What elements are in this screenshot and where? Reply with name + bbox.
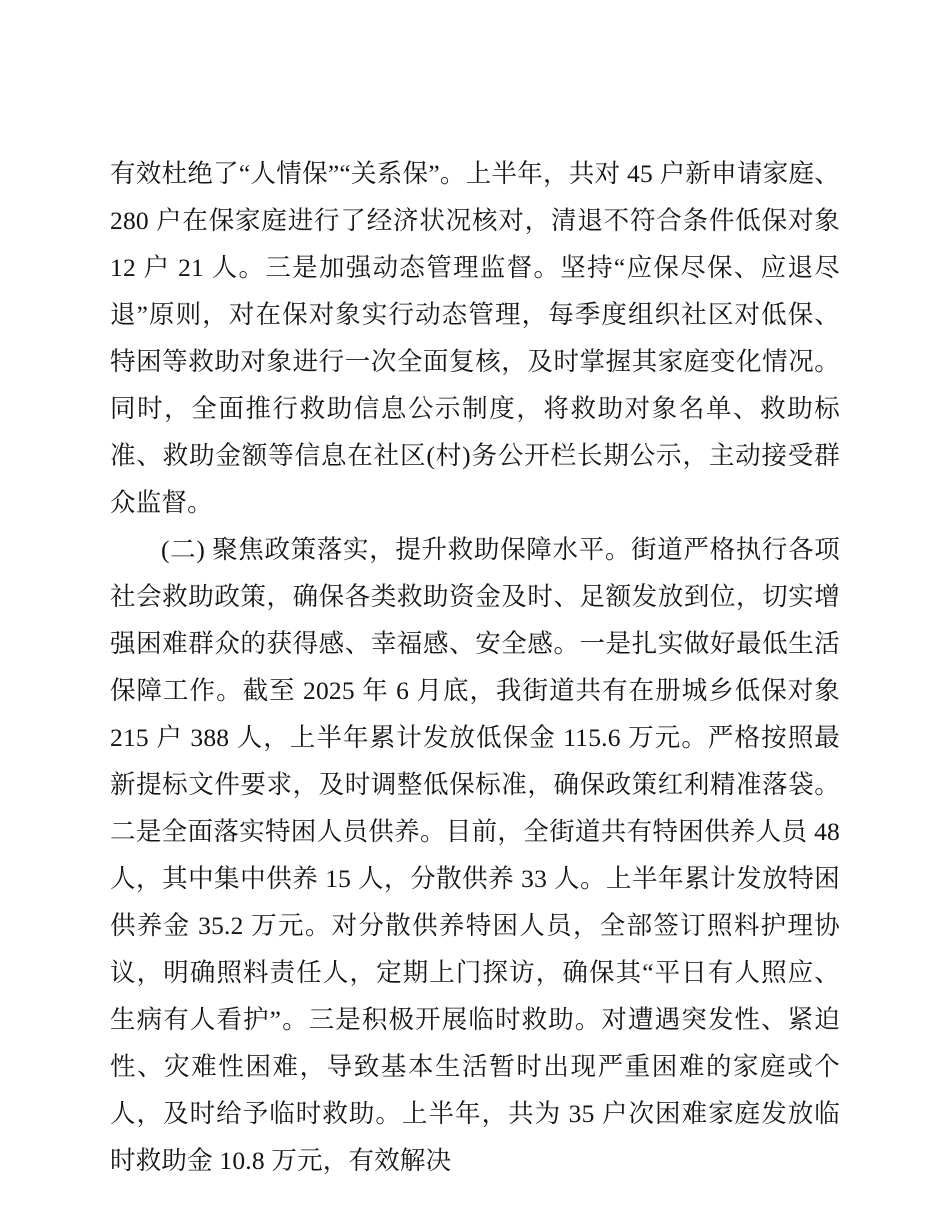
document-body (110, 150, 840, 1184)
paragraph-1: 有效杜绝了“人情保”“关系保”。上半年，共对 45 户新申请家庭、280 户在保家庭进行了经济状况核对，清退不符合条件低保对象 12 户 21 人。三是加强动态管理监督。坚持“应保尽保、应退尽退”原则，对在保对象实行动态管理，每季度组织社区对低保、特困等救助对象进行一次全面复核，及时掌握其家庭变化情况。同时，全面推行救助信息公示制度，将救助对象名单、救助标准、救助金额等信息在社区(村)务公开栏长期公示，主动接受群众监督。 (110, 159, 840, 517)
paragraph-2: (二) 聚焦政策落实，提升救助保障水平。街道严格执行各项社会救助政策，确保各类救助资金及时、足额发放到位，切实增强困难群众的获得感、幸福感、安全感。一是扎实做好最低生活保障工作。截至 2025 年 6 月底，我街道共有在册城乡低保对象 215 户 388 人，上半年累计发放低保金 115.6 万元。严格按照最新提标文件要求，及时调整低保标准，确保政策红利精准落袋。二是全面落实特困人员供养。目前，全街道共有特困供养人员 48 人，其中集中供养 15 人，分散供养 33 人。上半年累计发放特困供养金 35.2 万元。对分散供养特困人员，全部签订照料护理协议，明确照料责任人，定期上门探访，确保其“平日有人照应、生病有人看护”。三是积极开展临时救助。对遭遇突发性、紧迫性、灾难性困难，导致基本生活暂时出现严重困难的家庭或个人，及时给予临时救助。上半年，共为 35 户次困难家庭发放临时救助金 10.8 万元，有效解决 (110, 535, 840, 1175)
